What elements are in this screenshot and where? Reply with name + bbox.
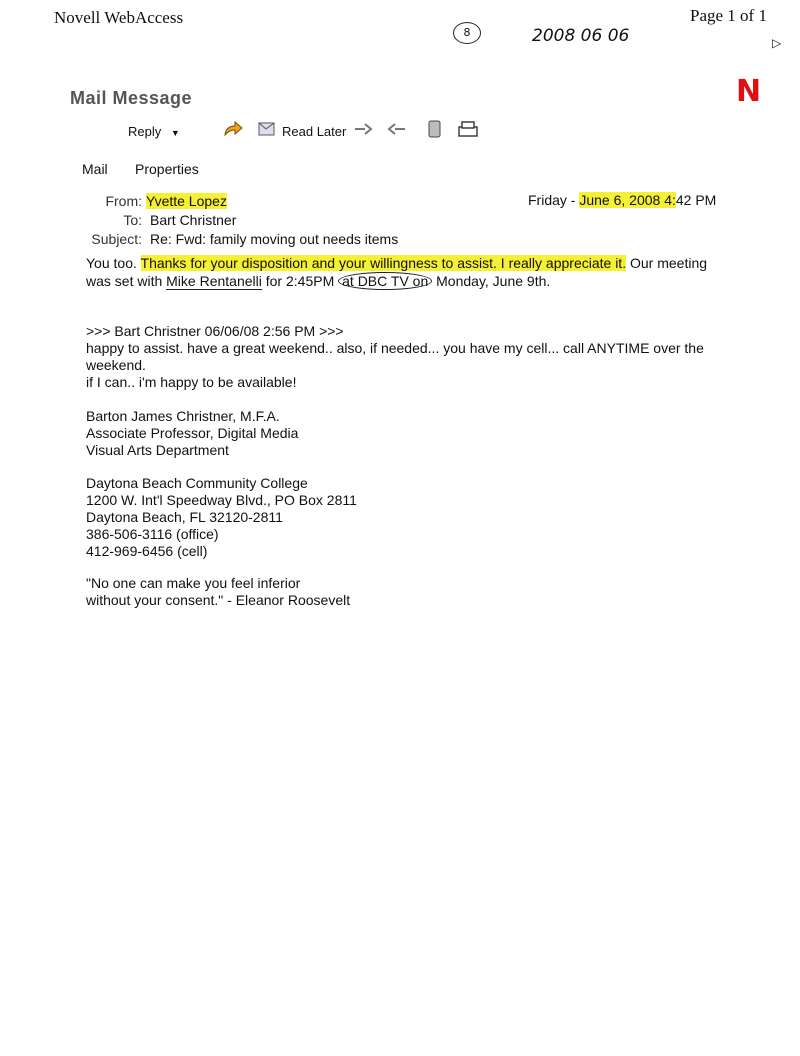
signature-line: Visual Arts Department <box>86 442 229 458</box>
message-text: was set with <box>86 273 167 289</box>
signature-line: Associate Professor, Digital Media <box>86 425 299 441</box>
subject-label: Subject: <box>91 231 142 247</box>
signature-block <box>86 408 298 459</box>
subject-value: Re: Fwd: family moving out needs items <box>150 231 399 247</box>
highlighted-text: Thanks for your disposition and your willingness to assist. I really appreciate it. <box>140 255 627 271</box>
quote-line: happy to assist. have a great weekend.. also, if needed... you have my cell... call ANYTIME over the <box>86 340 704 356</box>
mark-arrow-icon: ▷ <box>772 36 782 50</box>
forward-icon[interactable] <box>222 119 244 139</box>
address-line: 412-969-6456 (cell) <box>86 543 208 559</box>
handwritten-date: 2008 06 06 <box>532 26 630 46</box>
from-label: From: <box>105 193 142 209</box>
circled-text: at DBC TV on <box>338 272 432 290</box>
quoted-text <box>86 340 704 391</box>
address-line: 386-506-3116 (office) <box>86 526 219 542</box>
move-icon[interactable] <box>352 119 374 139</box>
date-suffix: 42 PM <box>675 192 717 208</box>
date-highlight: June 6, 2008 4: <box>579 192 676 208</box>
message-line-1 <box>86 255 707 272</box>
trash-icon[interactable] <box>424 119 446 139</box>
from-value[interactable]: Yvette Lopez <box>146 193 227 209</box>
to-value[interactable]: Bart Christner <box>150 212 237 228</box>
address-line: Daytona Beach, FL 32120-2811 <box>86 509 283 525</box>
address-line: 1200 W. Int'l Speedway Blvd., PO Box 2811 <box>86 492 357 508</box>
read-later-button[interactable]: Read Later <box>282 124 347 139</box>
tab-mail[interactable]: Mail <box>82 161 108 177</box>
app-name: Novell WebAccess <box>54 8 184 27</box>
message-text: You too. <box>86 255 141 271</box>
novell-logo: N <box>736 74 762 109</box>
quote-text-line: without your consent." - Eleanor Roosevelt <box>86 592 351 608</box>
quote-header: >>> Bart Christner 06/06/08 2:56 PM >>> <box>86 323 344 339</box>
message-text: Monday, June 9th. <box>432 273 551 289</box>
page-number: Page 1 of 1 <box>690 6 767 25</box>
address-block <box>86 475 357 560</box>
message-line-2 <box>86 273 550 290</box>
chevron-down-icon: ▼ <box>170 128 180 138</box>
handwritten-circled-number: 8 <box>453 22 481 44</box>
date-prefix: Friday - <box>528 192 580 208</box>
signature-quote <box>86 575 350 609</box>
reply-button[interactable] <box>128 124 180 139</box>
quote-line: weekend. <box>86 357 146 373</box>
sent-date <box>528 192 716 208</box>
address-line: Daytona Beach Community College <box>86 475 308 491</box>
quote-text-line: "No one can make you feel inferior <box>86 575 301 591</box>
tab-properties[interactable]: Properties <box>135 161 199 177</box>
reply-label: Reply <box>128 124 162 139</box>
read-later-icon[interactable] <box>256 119 278 139</box>
to-label: To: <box>123 212 142 228</box>
message-text: Our meeting <box>626 255 708 271</box>
page-title: Mail Message <box>70 88 193 108</box>
quote-line: if I can.. i'm happy to be available! <box>86 374 297 390</box>
underlined-name: Mike Rentanelli <box>166 273 262 289</box>
print-icon[interactable] <box>456 119 478 139</box>
previous-icon[interactable] <box>386 119 408 139</box>
message-text: for 2:45PM <box>261 273 339 289</box>
signature-line: Barton James Christner, M.F.A. <box>86 408 280 424</box>
